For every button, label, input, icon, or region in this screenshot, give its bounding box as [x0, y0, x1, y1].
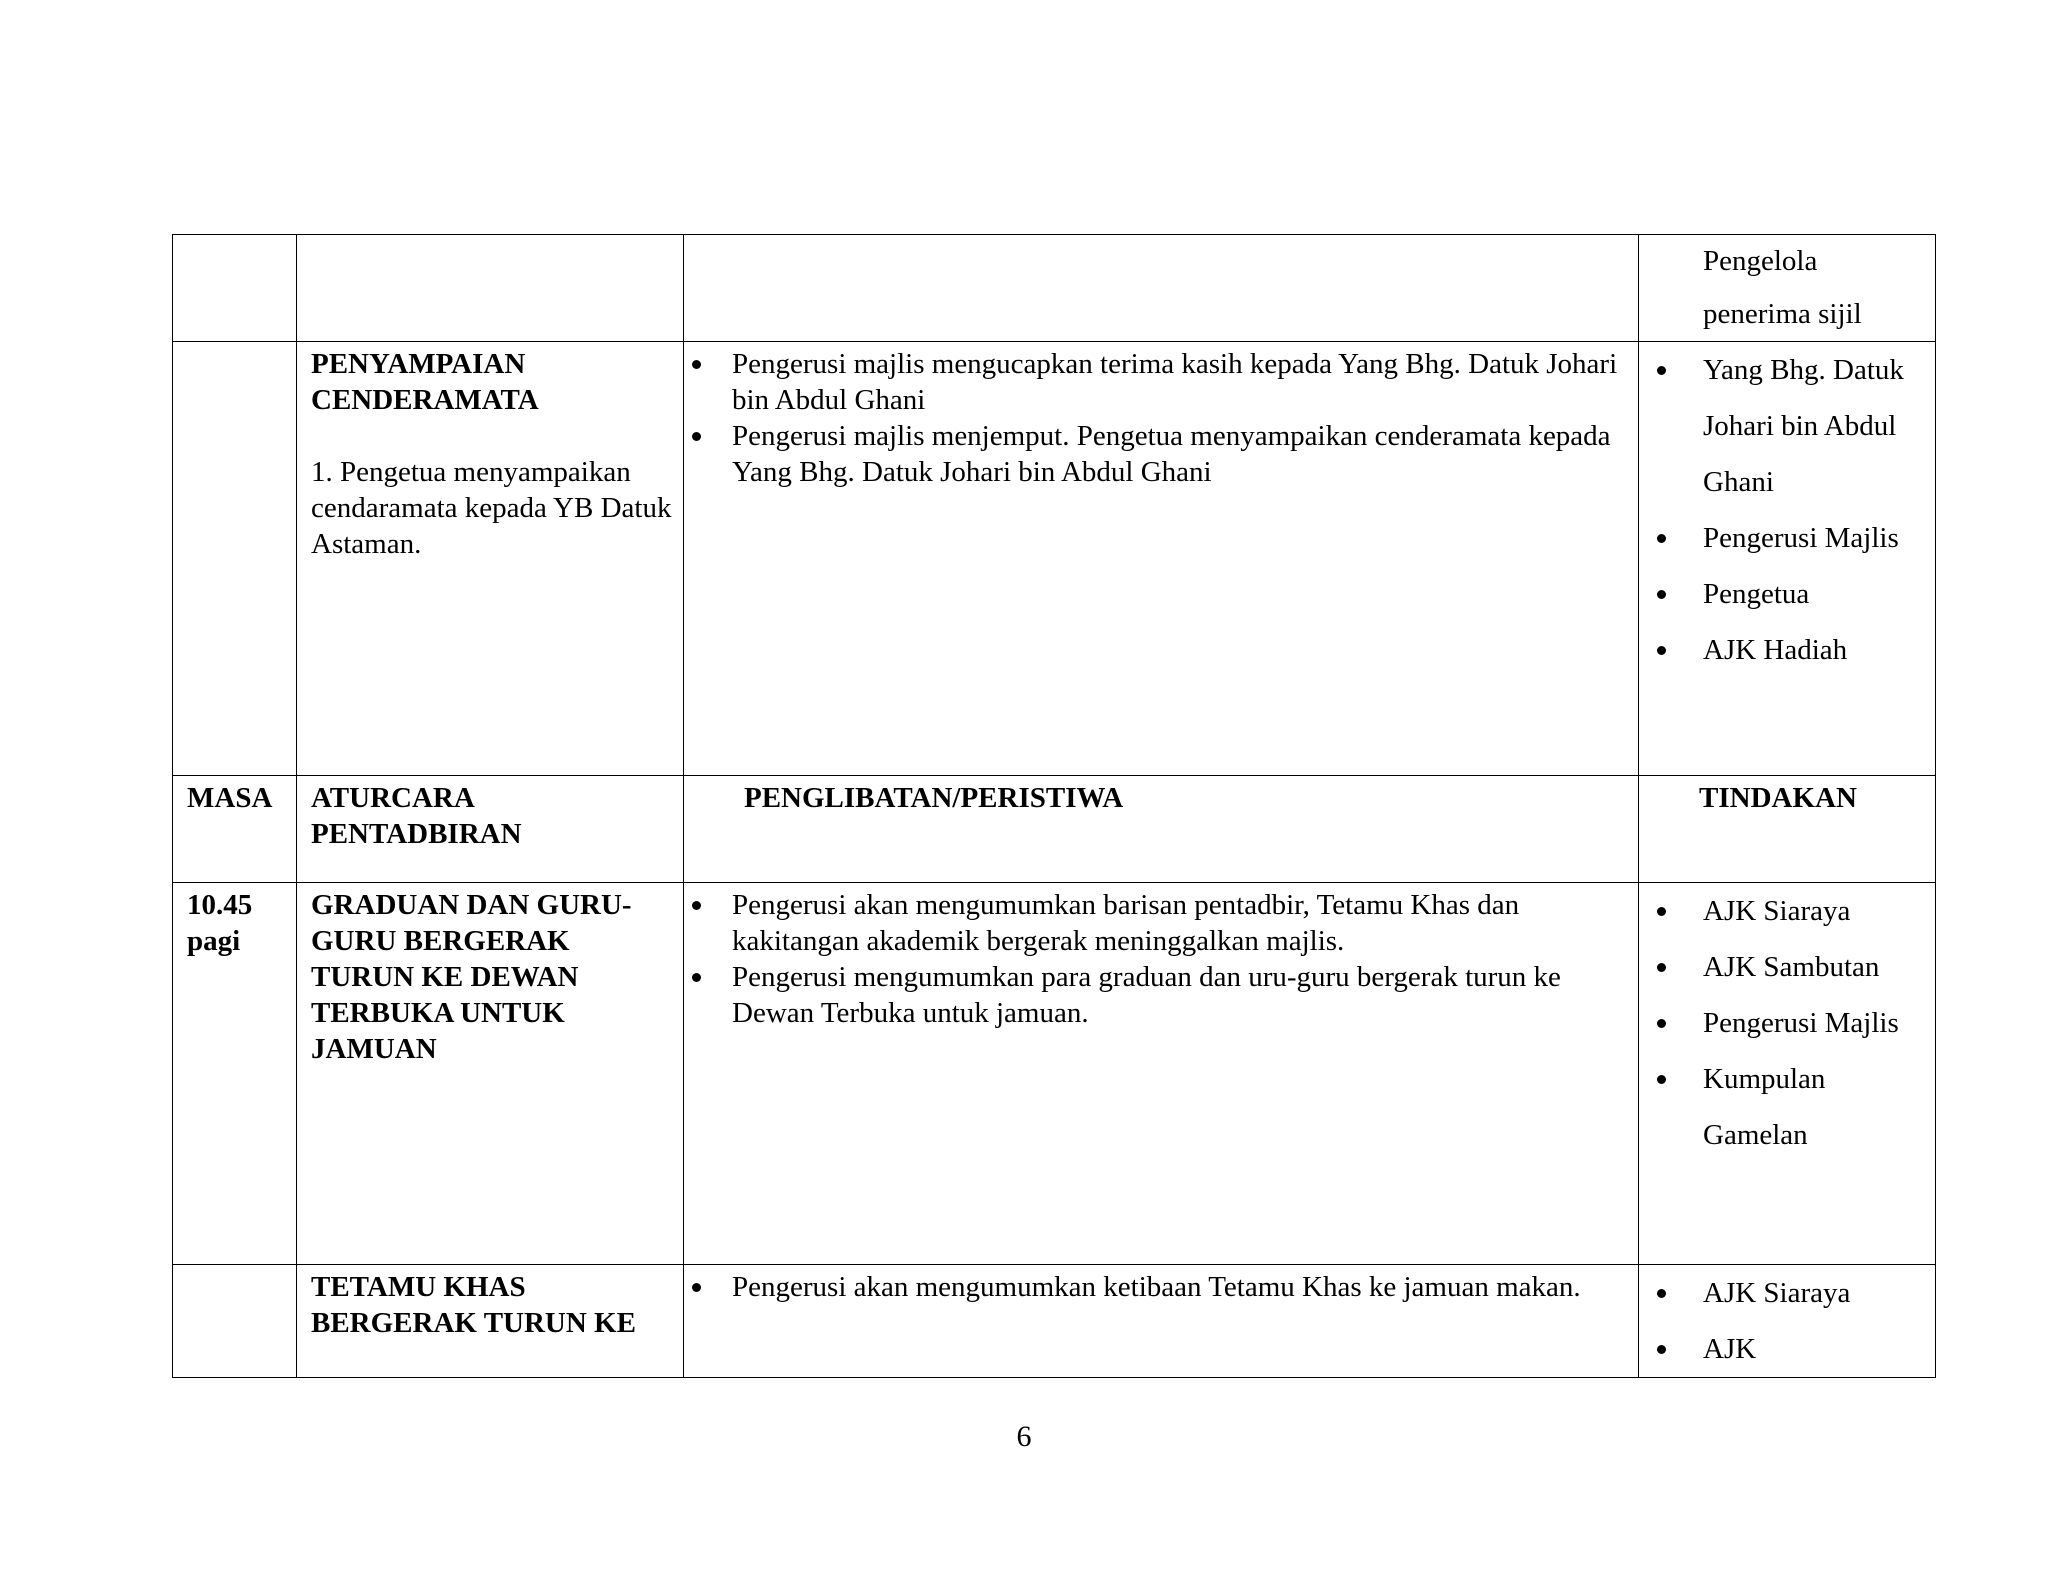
- penglibatan-cell: [684, 235, 1639, 342]
- time-cell: 10.45 pagi: [173, 883, 297, 1265]
- penglibatan-cell: [684, 883, 1639, 1265]
- item-title: GRADUAN DAN GURU-GURU BERGERAK TURUN KE DEWAN TERBUKA UNTUK JAMUAN: [297, 883, 684, 1265]
- tindakan-cell: [1639, 235, 1936, 342]
- event-item: Pengerusi akan mengumumkan barisan pentadbir, Tetamu Khas dan kakitangan akademik bergerak meninggalkan majlis.: [732, 887, 1628, 959]
- action-line: Pengelola: [1703, 245, 1818, 277]
- event-list: [732, 346, 1628, 490]
- action-item: AJK: [1703, 1321, 1931, 1377]
- action-item: AJK Siaraya: [1703, 883, 1931, 939]
- masa-cell: [173, 342, 297, 776]
- action-list: [1703, 342, 1931, 678]
- table-row: [173, 883, 1936, 1265]
- item-title: TETAMU KHAS BERGERAK TURUN KE: [297, 1265, 684, 1378]
- table-header-row: [173, 776, 1936, 883]
- event-item: Pengerusi majlis menjemput. Pengetua menyampaikan cenderamata kepada Yang Bhg. Datuk Johari bin Abdul Ghani: [732, 418, 1628, 490]
- event-item: Pengerusi mengumumkan para graduan dan uru-guru bergerak turun ke Dewan Terbuka untuk jamuan.: [732, 959, 1628, 1031]
- action-list: [1703, 1265, 1931, 1377]
- action-item: Pengerusi Majlis: [1703, 510, 1931, 566]
- penglibatan-cell: [684, 342, 1639, 776]
- item-note: 1. Pengetua menyampaikan cendaramata kepada YB Datuk Astaman.: [311, 456, 672, 560]
- tindakan-cell: [1639, 883, 1936, 1265]
- table-row: [173, 342, 1936, 776]
- aturcara-cell: [297, 235, 684, 342]
- aturcara-cell: [297, 342, 684, 776]
- header-tindakan: TINDAKAN: [1639, 776, 1936, 883]
- header-aturcara: ATURCARA PENTADBIRAN: [297, 776, 684, 883]
- item-title: PENYAMPAIAN: [311, 348, 526, 380]
- tindakan-cell: [1639, 342, 1936, 776]
- item-title: CENDERAMATA: [311, 384, 539, 416]
- action-item: AJK Sambutan: [1703, 939, 1931, 995]
- action-item: AJK Hadiah: [1703, 622, 1931, 678]
- action-item: Kumpulan Gamelan: [1703, 1051, 1931, 1163]
- event-list: [732, 887, 1628, 1031]
- header-penglibatan: PENGLIBATAN/PERISTIWA: [684, 776, 1639, 883]
- header-masa: MASA: [173, 776, 297, 883]
- schedule-table: [172, 234, 1936, 1378]
- action-item: Pengetua: [1703, 566, 1931, 622]
- page-number: 6: [1016, 1420, 1032, 1453]
- action-item: AJK Siaraya: [1703, 1265, 1931, 1321]
- table-row: [173, 235, 1936, 342]
- event-list: [732, 1269, 1628, 1305]
- penglibatan-cell: [684, 1265, 1639, 1378]
- action-item: Yang Bhg. Datuk Johari bin Abdul Ghani: [1703, 342, 1931, 510]
- tindakan-cell: [1639, 1265, 1936, 1378]
- masa-cell: [173, 1265, 297, 1378]
- masa-cell: [173, 235, 297, 342]
- action-item: Pengerusi Majlis: [1703, 995, 1931, 1051]
- table-row: [173, 1265, 1936, 1378]
- action-line: penerima sijil: [1703, 298, 1862, 330]
- event-item: Pengerusi akan mengumumkan ketibaan Tetamu Khas ke jamuan makan.: [732, 1269, 1628, 1305]
- event-item: Pengerusi majlis mengucapkan terima kasih kepada Yang Bhg. Datuk Johari bin Abdul Ghani: [732, 346, 1628, 418]
- action-list: [1703, 883, 1931, 1163]
